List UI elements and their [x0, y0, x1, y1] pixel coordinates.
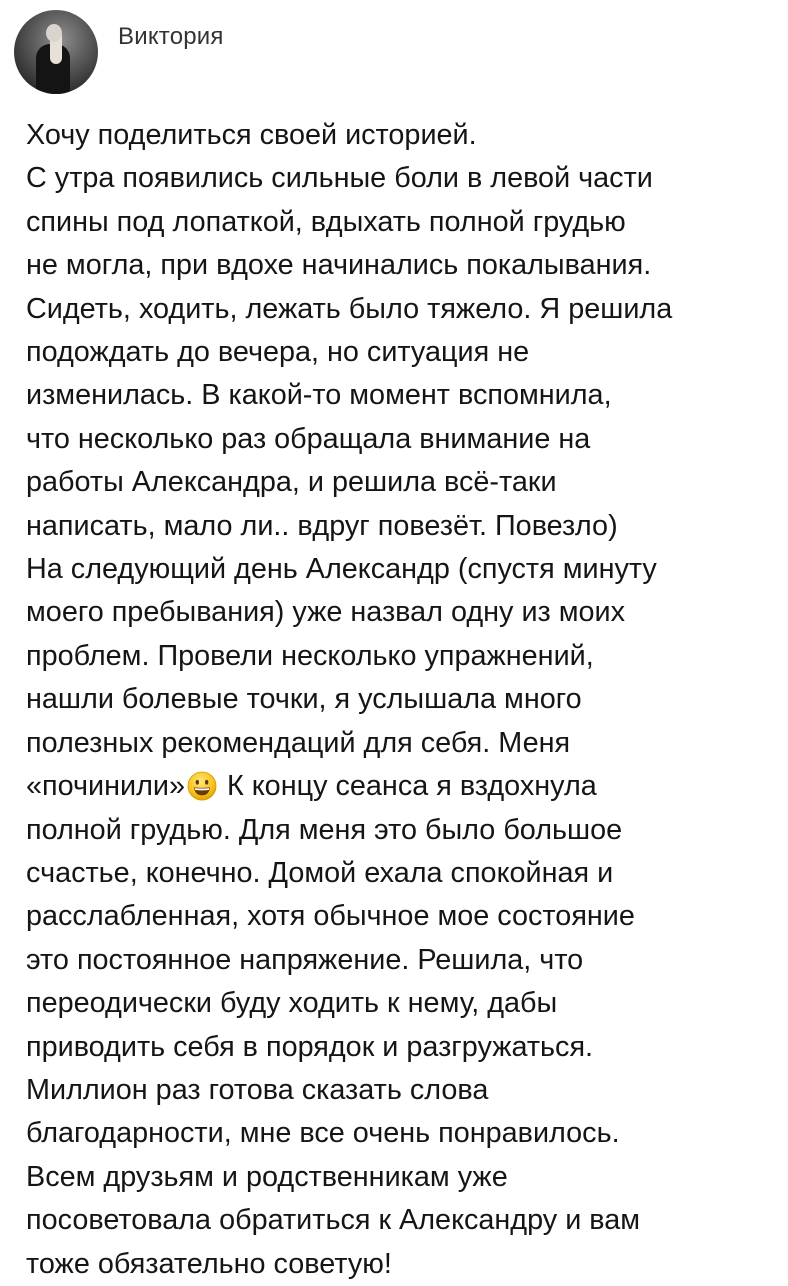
- post-line-part: «починили»: [26, 770, 185, 803]
- post-line: это постоянное напряжение. Решила, что: [26, 943, 584, 976]
- post-header: [14, 10, 224, 94]
- post-line: расслабленная, хотя обычное мое состояние: [26, 900, 635, 933]
- post-line-part: К концу сеанса я вздохнула: [226, 770, 597, 803]
- post-line: переодически буду ходить к нему, дабы: [26, 987, 558, 1020]
- post-line: не могла, при вдохе начинались покалывания.: [26, 249, 652, 282]
- post-line: Всем друзьям и родственникам уже: [26, 1160, 508, 1193]
- post-line-with-emoji: [26, 765, 766, 808]
- post-line: Хочу поделиться своей историей.: [26, 119, 477, 151]
- post-line: На следующий день Александр (спустя минуту: [26, 553, 657, 586]
- post-line: подождать до вечера, но ситуация не: [26, 336, 530, 369]
- post-line: работы Александра, и решила всё-таки: [26, 466, 557, 499]
- author-name[interactable]: Виктория: [118, 23, 224, 50]
- post-line: полной грудью. Для меня это было большое: [26, 813, 623, 846]
- post-line: написать, мало ли.. вдруг повезёт. Повезло): [26, 509, 618, 542]
- grinning-face-emoji-icon: [187, 771, 217, 801]
- post-line: полезных рекомендаций для себя. Меня: [26, 726, 571, 759]
- avatar[interactable]: [14, 10, 98, 94]
- post-line: спины под лопаткой, вдыхать полной грудью: [26, 205, 626, 238]
- post-text: [26, 114, 766, 1286]
- post-line: тоже обязательно советую!: [26, 1247, 392, 1280]
- post-line: нашли болевые точки, я услышала много: [26, 683, 582, 716]
- post-line: что несколько раз обращала внимание на: [26, 422, 591, 455]
- post-line: моего пребывания) уже назвал одну из моих: [26, 596, 626, 629]
- post-line: благодарности, мне все очень понравилось.: [26, 1117, 620, 1150]
- post-line: приводить себя в порядок и разгружаться.: [26, 1030, 594, 1063]
- post-line: проблем. Провели несколько упражнений,: [26, 639, 594, 672]
- post-line: счастье, конечно. Домой ехала спокойная и: [26, 856, 614, 889]
- avatar-figure-head: [46, 24, 62, 42]
- post-line: С утра появились сильные боли в левой части: [26, 162, 653, 195]
- post-line: посоветовала обратиться к Александру и вам: [26, 1204, 641, 1237]
- post-line: Миллион раз готова сказать слова: [26, 1073, 489, 1106]
- post-line: изменилась. В какой-то момент вспомнила,: [26, 379, 612, 412]
- post-line: Сидеть, ходить, лежать было тяжело. Я решила: [26, 292, 673, 325]
